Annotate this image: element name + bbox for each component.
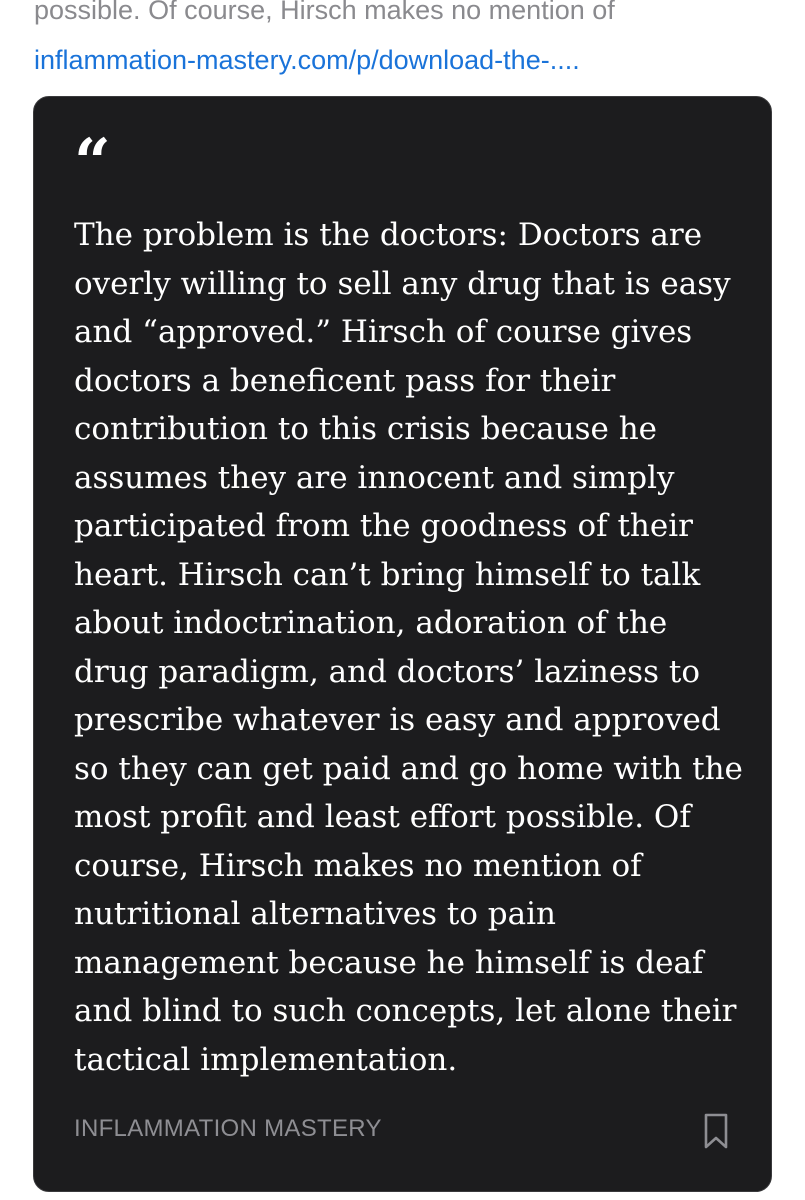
quote-mark-icon: “	[74, 125, 111, 200]
bookmark-button[interactable]	[698, 1111, 734, 1151]
quote-text: The problem is the doctors: Doctors are overly willing to sell any drug that is easy and “approved.” Hirsch of course gives doctors a beneficent pass for their contribution to this crisis because he assumes they are innocent and simply participated from the goodness of their heart. Hirsch can’t bring himself to talk about indoctrination, adoration of the drug paradigm, and doctors’ laziness to prescribe whatever is easy and approved so they can get paid and go home with the most profit and least effort possible. Of course, Hirsch makes no mention of nutritional alternatives to pain management because he himself is deaf and blind to such concepts, let alone their tactical implementation.	[74, 217, 743, 1078]
bookmark-icon	[704, 1113, 728, 1149]
quote-card[interactable]	[33, 96, 772, 1192]
preview-text: possible. Of course, Hirsch makes no mention of	[34, 0, 615, 25]
source-label: INFLAMMATION MASTERY	[74, 1115, 382, 1142]
preview-link[interactable]: inflammation-mastery.com/p/download-the-....	[34, 45, 580, 75]
